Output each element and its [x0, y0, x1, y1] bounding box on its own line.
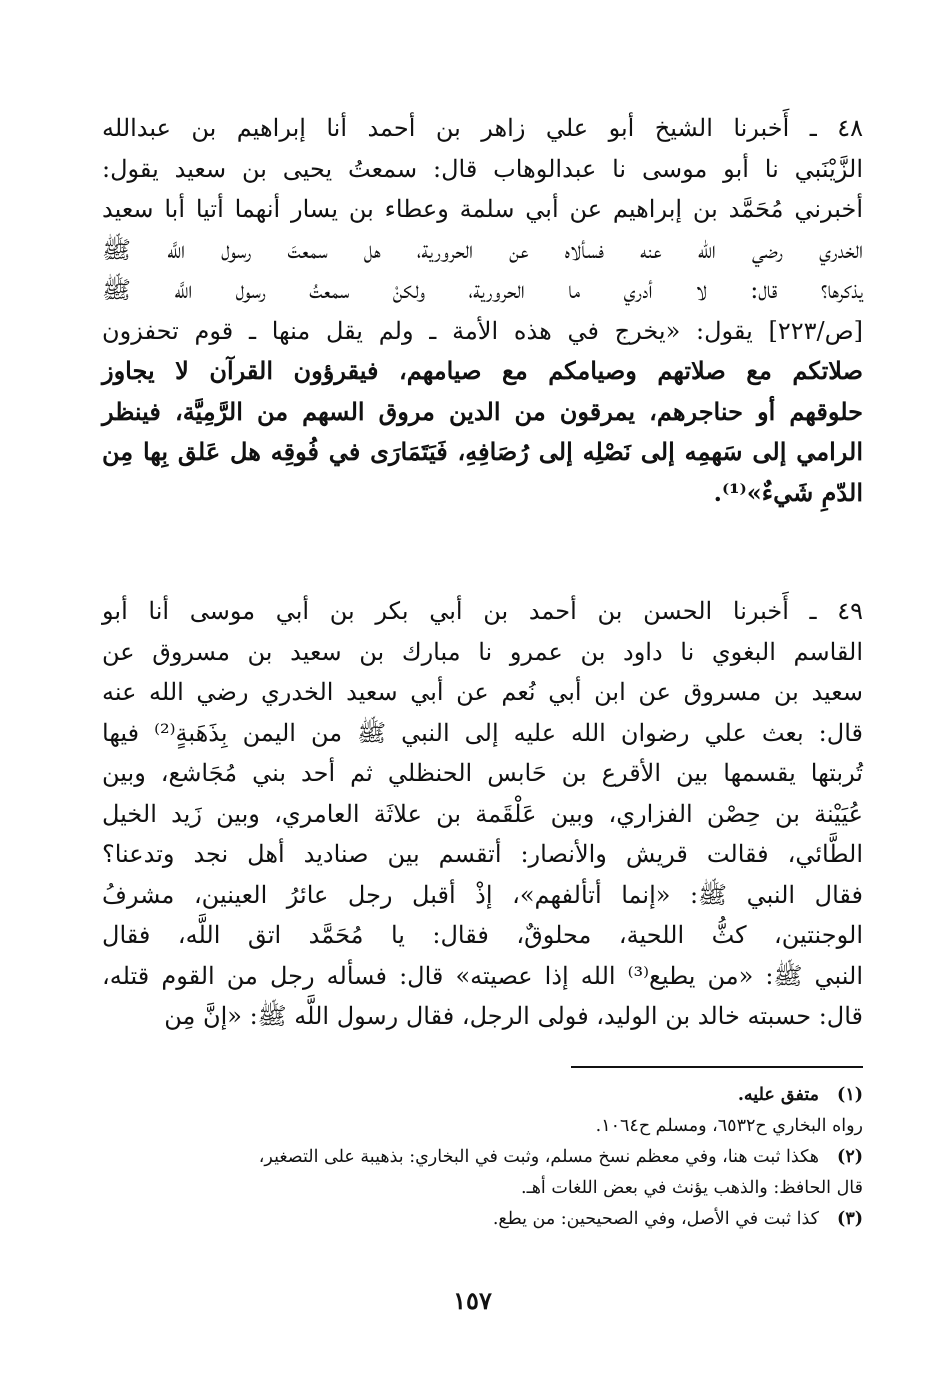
text-line: قال: بعث علي رضوان الله عليه إلى النبي ﷺ من اليمن بِذَهَبةٍ⁽²⁾ فيها: [102, 718, 863, 747]
footnote-separator: [0, 1066, 863, 1068]
text-line: قال: حسبته خالد بن الوليد، فولى الرجل، فقال رسول اللَّه ﷺ: «إنَّ مِن: [164, 1002, 863, 1030]
footnote-number: (٢): [837, 1147, 863, 1167]
text-line: أخبرني مُحَمَّد بن إبراهيم عن أبي سلمة وعطاء بن يسار أنهما أتيا أبا سعيد: [102, 195, 863, 223]
page-number: ١٥٧: [453, 1286, 492, 1315]
footnote-text: رواه البخاري ح٦٥٣٢، ومسلم ح١٠٦٤.: [595, 1116, 863, 1136]
hadith-48: [102, 108, 863, 513]
text-line: عُيَيْنة بن حِصْن الفزاري، وبين عَلْقَمة بن علاثَة العامري، وبين زَيد الخيل: [102, 799, 863, 828]
text-line: حلوقهم أو حناجرهم، يمرقون من الدين مروق السهم من الرَّمِيَّة، فينظر: [102, 396, 863, 426]
text-line: يذكرها؟ قال: لا أدري ما الحرورية، ولكنْ سمعتُ رسول اللَّه ﷺ: [102, 276, 863, 304]
text-line: الزَّيْنَبي نا أبو موسى نا عبدالوهاب قال: سمعتُ يحيى بن سعيد يقول:: [102, 154, 863, 183]
text-line: النبي ﷺ: «من يطيع⁽³⁾ الله إذا عصيته» قال: فسأله رجل من القوم قتله،: [102, 961, 863, 990]
text-line: فقال النبي ﷺ: «إنما أتألفهم»، إذْ أقبل رجل عائرُ العينين، مشرفُ: [102, 880, 863, 909]
text-line: القاسم البغوي نا داود بن عمرو نا مبارك بن سعيد بن مسروق عن: [102, 637, 863, 666]
footnote-text: متفق عليه.: [737, 1085, 819, 1105]
footnote-number: (١): [837, 1085, 863, 1105]
footnote-line: [102, 1111, 863, 1142]
hadith-49: [102, 591, 863, 1037]
footnote-line: [102, 1204, 863, 1235]
footnote-text: هكذا ثبت هنا، وفي معظم نسخ مسلم، وثبت في البخاري: بذهيبة على التصغير،: [258, 1147, 819, 1167]
text-line: الوجنتين، كثُّ اللحية، محلوقٌ، فقال: يا مُحَمَّد اتق اللَّه، فقال: [102, 921, 863, 949]
paragraph-gap: [102, 513, 863, 591]
footnote-line: [102, 1173, 863, 1204]
text-line: تُربتها يقسمها بين الأقرع بن حَابس الحنظلي ثم أحد بني مُجَاشع، وبين: [102, 759, 863, 787]
text-line: الدّمِ شَيءٌ»⁽¹⁾.: [713, 477, 863, 507]
footnote-number: (٣): [837, 1209, 863, 1229]
text-line: ٤٨ ـ أَخبرنا الشيخ أبو علي زاهر بن أحمد أنا إبراهيم بن عبدالله: [102, 114, 863, 142]
footnote-line: [102, 1080, 863, 1111]
footnote-text: كذا ثبت في الأصل، وفي الصحيحين: من يطع.: [492, 1209, 819, 1229]
text-line: صلاتكم مع صلاتهم وصيامكم مع صيامهم، فيقرؤون القرآن لا يجاوز: [102, 356, 864, 385]
text-line: الطَّائي، فقالت قريش والأنصار: أتقسم بين صناديد أهل نجد وتدعنا؟: [102, 840, 863, 868]
footnote-text: قال الحافظ: والذهب يؤنث في بعض اللغات أهـ.: [521, 1178, 863, 1198]
footnotes: [102, 1080, 863, 1235]
footnote-line: [102, 1142, 863, 1173]
text-line: الخدري رضي الله عنه فسألاه عن الحرورية، هل سمعتَ رسول اللَّه ﷺ: [102, 235, 863, 264]
text-line: الرامي إلى سَهمِه إلى نَصْلِه إلى رُصَافِهِ، فَيَتَمَارَى في فُوقِه هل عَلق بِها مِن: [102, 437, 863, 466]
text-line: [ص/٢٢٣] يقول: «يخرج في هذه الأمة ـ ولم يقل منها ـ قوم تحفزون: [102, 316, 863, 345]
text-line: ٤٩ ـ أَخبرنا الحسن بن أحمد بن أبي بكر بن أبي موسى أنا أبو: [102, 597, 863, 625]
text-line: سعيد بن مسروق عن ابن أبي نُعم عن أبي سعيد الخدري رضي الله عنه: [102, 678, 863, 706]
